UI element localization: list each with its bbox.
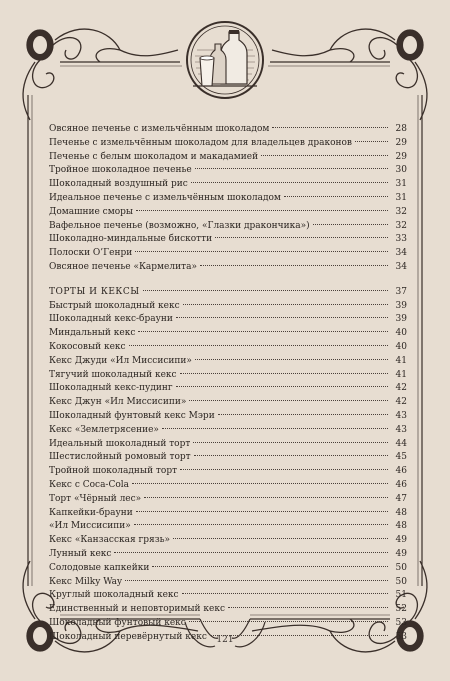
leader-dots [284,196,388,197]
entry-page: 34 [395,248,407,259]
section-title: ТОРТЫ И КЕКСЫ [49,286,140,297]
entry-page: 29 [395,151,407,162]
entry-title: Кекс «Канзасская грязь» [49,535,171,546]
entry-page: 41 [395,355,407,366]
leader-dots [162,428,388,429]
entry-page: 31 [395,179,407,190]
entry-title: Кекс «Землетрясение» [49,424,159,435]
entry-page: 40 [395,341,407,352]
leader-dots [355,141,388,142]
toc-entry[interactable] [49,313,407,327]
leader-dots [180,373,388,374]
toc-section-heading[interactable] [49,286,407,300]
entry-page: 40 [395,328,407,339]
toc-entry[interactable] [49,220,407,234]
corner-ornament-top-right [272,29,427,120]
entry-page: 48 [395,521,407,532]
toc-entry[interactable] [49,341,407,355]
toc-entry[interactable] [49,151,407,165]
leader-dots [180,469,388,470]
corner-ornament-top-left [23,29,178,120]
entry-title: Кекс Джун «Ил Миссисипи» [49,397,187,408]
toc-entry[interactable] [49,465,407,479]
leader-dots [200,265,388,266]
entry-title: Капкейки-брауни [49,507,133,518]
toc-entry[interactable] [49,410,407,424]
section-spacer [49,275,407,286]
leader-dots [136,511,388,512]
toc-entry[interactable] [49,327,407,341]
toc-entry[interactable] [49,438,407,452]
leader-dots [182,593,388,594]
leader-dots [193,442,388,443]
entry-title: Шоколадный кекс-пудинг [49,383,173,394]
entry-title: Овсяное печенье «Кармелита» [49,261,197,272]
entry-page: 28 [395,124,407,134]
toc-entry[interactable] [49,206,407,220]
leader-dots [189,621,388,622]
leader-dots [272,127,388,128]
entry-title: Тройное шоколадное печенье [49,165,192,176]
entry-title: Домашние сморы [49,206,134,217]
toc-entry[interactable] [49,178,407,192]
entry-page: 50 [395,562,407,573]
entry-page: 44 [395,438,407,449]
toc-entry[interactable] [49,192,407,206]
page-number: 121 [216,635,234,645]
entry-page: 41 [395,369,407,380]
entry-title: Шоколадный фунтовый кекс [49,617,186,628]
leader-dots [218,414,388,415]
entry-title: Тягучий шоколадный кекс [49,369,177,380]
entry-page: 53 [395,617,407,628]
toc-group-cakes [49,300,407,645]
toc-entry[interactable] [49,603,407,617]
toc-entry[interactable] [49,123,407,137]
toc-entry[interactable] [49,589,407,603]
entry-page: 32 [395,220,407,231]
toc-entry[interactable] [49,534,407,548]
leader-dots [132,483,388,484]
toc-entry[interactable] [49,576,407,590]
entry-page: 50 [395,576,407,587]
entry-title: Тройной шоколадный торт [49,466,178,477]
entry-title: Шоколадный перевёрнутый кекс [49,631,207,642]
entry-title: Шоколадный фунтовый кекс Мэри [49,410,215,421]
leader-dots [189,400,388,401]
entry-page: 39 [395,300,407,311]
leader-dots [136,210,388,211]
leader-dots [183,304,388,305]
entry-title: Кекс с Coca-Cola [49,479,130,490]
toc-entry[interactable] [49,424,407,438]
entry-title: Идеальное печенье с измельчённым шоколадом [49,192,281,203]
entry-title: Круглый шоколадный кекс [49,590,179,601]
toc-group-cookies [49,123,407,275]
entry-page: 51 [395,590,407,601]
entry-page: 47 [395,493,407,504]
toc-entry[interactable] [49,247,407,261]
entry-page: 46 [395,479,407,490]
entry-title: Печенье с белым шоколадом и макадамией [49,151,259,162]
leader-dots [125,580,388,581]
toc-entry[interactable] [49,382,407,396]
entry-title: Шоколадно-миндальные бискотти [49,234,213,245]
entry-page: 42 [395,397,407,408]
leader-dots [313,224,388,225]
entry-title: Единственный и неповторимый кекс [49,604,226,615]
entry-page: 32 [395,206,407,217]
leader-dots [195,359,388,360]
leader-dots [135,251,388,252]
entry-page: 39 [395,314,407,325]
leader-dots [152,566,388,567]
entry-page: 30 [395,165,407,176]
toc-entry[interactable] [49,396,407,410]
leader-dots [114,552,388,553]
entry-page: 49 [395,548,407,559]
entry-page: 48 [395,507,407,518]
entry-title: Полоски О’Генри [49,248,133,259]
entry-title: Лунный кекс [49,548,112,559]
leader-dots [194,455,388,456]
entry-page: 45 [395,452,407,463]
entry-title: Овсяное печенье с измельчённым шоколадом [49,124,270,134]
leader-dots [173,538,388,539]
entry-title: Кокосовый кекс [49,341,126,352]
bottles-and-glass-medallion [185,20,265,100]
leader-dots [143,290,388,291]
toc-entry[interactable] [49,369,407,383]
entry-page: 33 [395,234,407,245]
leader-dots [129,345,388,346]
toc-entry[interactable] [49,617,407,631]
leader-dots [134,524,388,525]
entry-page: 49 [395,535,407,546]
entry-title: Шоколадный воздушный рис [49,179,188,190]
entry-title: «Ил Миссисипи» [49,521,131,532]
leader-dots [228,607,388,608]
entry-page: 29 [395,137,407,148]
toc-entry[interactable] [49,261,407,275]
entry-title: Шоколадный кекс-брауни [49,314,173,325]
toc-entry[interactable] [49,520,407,534]
entry-page: 43 [395,424,407,435]
toc-entry[interactable] [49,507,407,521]
toc-entry[interactable] [49,137,407,151]
entry-title: Миндальный кекс [49,328,136,339]
entry-title: Кекс Джуди «Ил Миссисипи» [49,355,192,366]
entry-page: 43 [395,410,407,421]
entry-title: Солодовые капкейки [49,562,150,573]
entry-page: 52 [395,604,407,615]
leader-dots [191,182,388,183]
entry-title: Печенье с измельчённым шоколадом для владельцев драконов [49,137,352,148]
toc-entry[interactable] [49,479,407,493]
entry-title: Торт «Чёрный лес» [49,493,142,504]
toc-entry[interactable] [49,355,407,369]
leader-dots [176,386,388,387]
toc-entry[interactable] [49,451,407,465]
leader-dots [215,237,388,238]
entry-page: 34 [395,261,407,272]
leader-dots [195,168,388,169]
toc-entry[interactable] [49,300,407,314]
toc-entry[interactable] [49,548,407,562]
entry-title: Кекс Milky Way [49,576,123,587]
leader-dots [176,317,388,318]
entry-page: 53 [395,631,407,642]
entry-title: Шестислойный ромовый торт [49,452,191,463]
toc-entry[interactable] [49,493,407,507]
leader-dots [261,155,388,156]
table-of-contents [49,123,407,644]
toc-entry[interactable] [49,233,407,247]
entry-page: 42 [395,383,407,394]
entry-title: Вафельное печенье (возможно, «Глазки дракончика») [49,220,310,231]
entry-page: 31 [395,192,407,203]
entry-title: Идеальный шоколадный торт [49,438,191,449]
entry-title: Быстрый шоколадный кекс [49,300,180,311]
section-page: 37 [395,286,407,297]
leader-dots [138,331,388,332]
toc-entry[interactable] [49,562,407,576]
entry-page: 46 [395,466,407,477]
leader-dots [144,497,388,498]
toc-entry[interactable] [49,164,407,178]
